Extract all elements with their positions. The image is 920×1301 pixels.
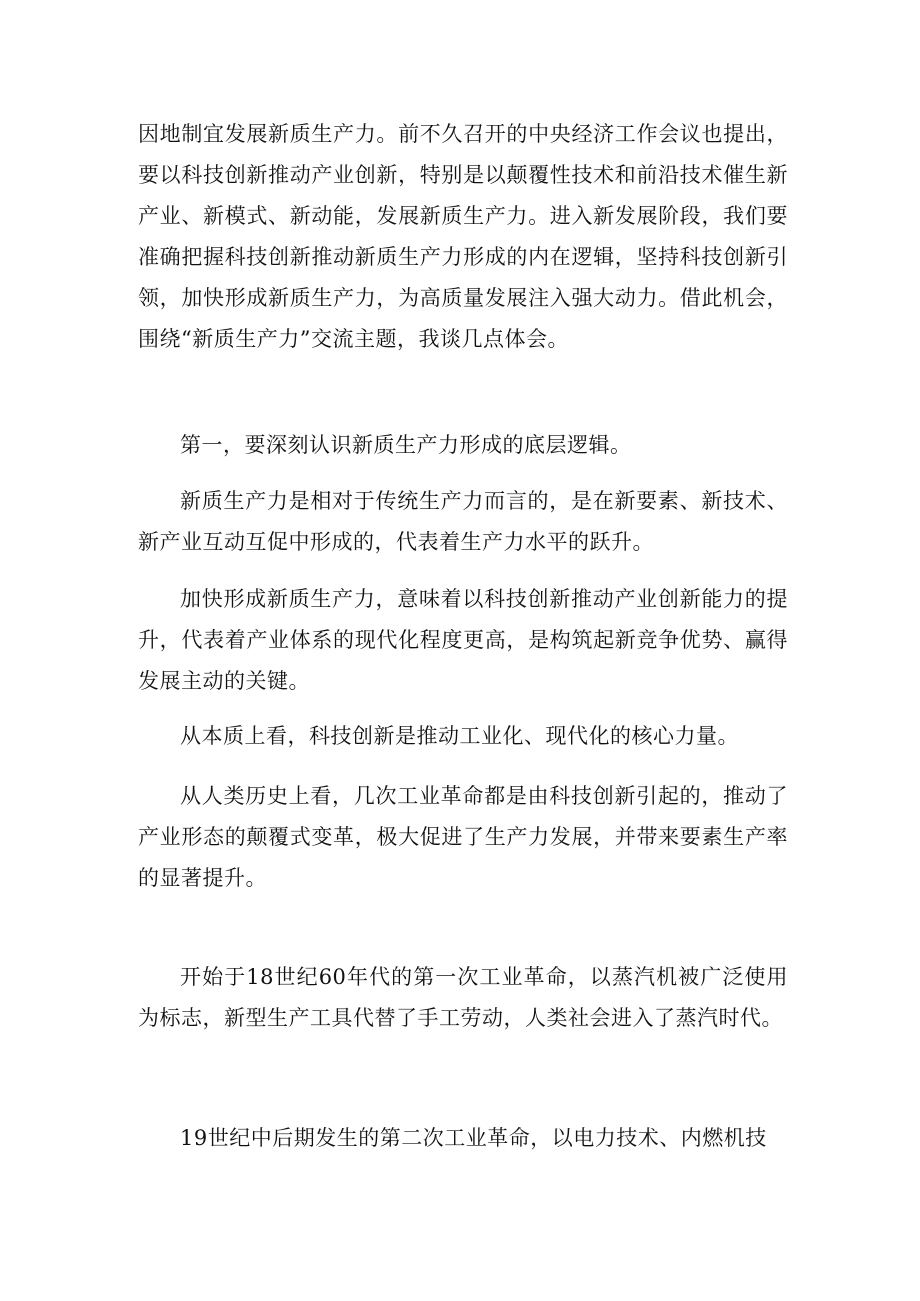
paragraph-point-one-heading: 第一，要深刻认识新质生产力形成的底层逻辑。 (180, 433, 632, 457)
paragraph-significance: 加快形成新质生产力，意味着以科技创新推动产业创新能力的提升，代表着产业体系的现代化程度更高，是构筑起新竞争优势、赢得发展主动的关键。 (138, 587, 788, 693)
paragraph-first-revolution: 开始于18世纪60年代的第一次工业革命，以蒸汽机被广泛使用为标志，新型生产工具代替了手工劳动，人类社会进入了蒸汽时代。 (138, 965, 788, 1030)
paragraph-definition: 新质生产力是相对于传统生产力而言的，是在新要素、新技术、新产业互动互促中形成的，代表着生产力水平的跃升。 (138, 489, 788, 554)
paragraph-second-revolution: 19世纪中后期发生的第二次工业革命，以电力技术、内燃机技 (180, 1126, 767, 1150)
paragraph-intro-continuation: 因地制宜发展新质生产力。前不久召开的中央经济工作会议也提出，要以科技创新推动产业创新，特别是以颠覆性技术和前沿技术催生新产业、新模式、新动能，发展新质生产力。进入新发展阶段，我们要准确把握科技创新推动新质生产力形成的内在逻辑，坚持科技创新引领，加快形成新质生产力，为高质量发展注入强大动力。借此机会，围绕“新质生产力”交流主题，我谈几点体会。 (138, 122, 788, 351)
paragraph-essence: 从本质上看，科技创新是推动工业化、现代化的核心力量。 (180, 724, 739, 748)
paragraph-history: 从人类历史上看，几次工业革命都是由科技创新引起的，推动了产业形态的颠覆式变革，极大促进了生产力发展，并带来要素生产率的显著提升。 (138, 784, 788, 890)
